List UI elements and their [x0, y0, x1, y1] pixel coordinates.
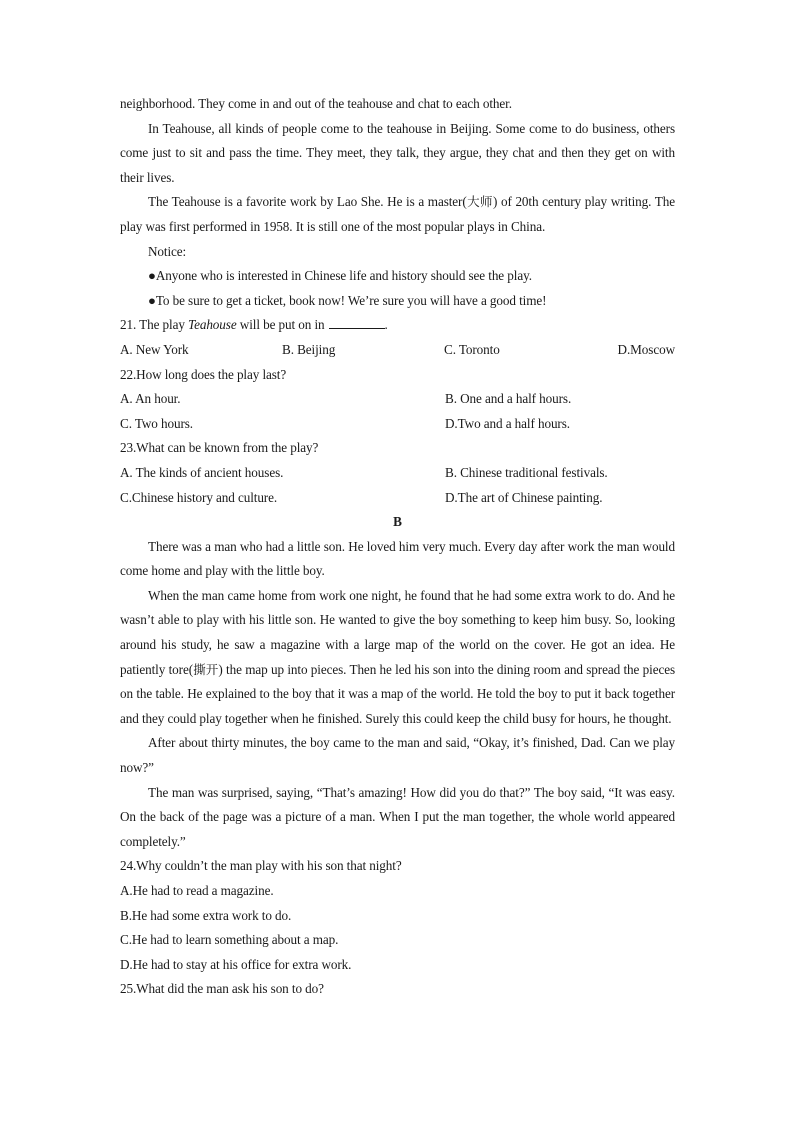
question-24-option-d: D.He had to stay at his office for extra work. [120, 956, 352, 972]
notice-item-1: ●Anyone who is interested in Chinese life and history should see the play. [148, 268, 532, 284]
q21-stem-italic: Teahouse [188, 317, 237, 333]
passage-b-paragraph-3: After about thirty minutes, the boy came to the man and said, “Okay, it’s finished, Dad. Can we play now?” [120, 735, 675, 776]
option-c: C. Toronto [444, 341, 500, 357]
chinese-gloss-tear: 撕开 [193, 661, 219, 677]
question-24-option-c: C.He had to learn something about a map. [120, 932, 339, 948]
paragraph-2-text-a: The Teahouse is a favorite work by Lao She. He is a master( [148, 194, 467, 210]
option-b: B. Chinese traditional festivals. [445, 464, 608, 480]
option-d: D.Moscow [617, 341, 675, 357]
option-c: C. Two hours. [120, 415, 194, 431]
option-d: D.The art of Chinese painting. [445, 489, 603, 505]
question-24-stem: 24.Why couldn’t the man play with his son that night? [120, 858, 402, 874]
notice-title: Notice: [148, 243, 187, 259]
notice-item-2: ●To be sure to get a ticket, book now! We’re sure you will have a good time! [148, 292, 547, 308]
option-b: B. Beijing [282, 341, 336, 357]
passage-b-paragraph-1: There was a man who had a little son. He loved him very much. Every day after work the man would come home and play with the little boy. [120, 538, 675, 579]
question-23-options-row-2 [120, 486, 675, 511]
question-24-option-a: A.He had to read a magazine. [120, 883, 274, 898]
document-page [120, 92, 675, 1002]
option-c: C.Chinese history and culture. [120, 489, 278, 505]
option-d: D.Two and a half hours. [445, 415, 570, 431]
passage-a-paragraph-2 [120, 190, 675, 239]
chinese-gloss-master: 大师 [466, 194, 493, 210]
question-21-options [120, 338, 675, 363]
option-a: A. The kinds of ancient houses. [120, 464, 284, 480]
passage-a-continuation: neighborhood. They come in and out of the teahouse and chat to each other. [120, 96, 512, 111]
question-23-stem: 23.What can be known from the play? [120, 440, 319, 456]
question-21-stem [120, 313, 675, 338]
q21-stem-a: 21. The play [120, 317, 189, 333]
paragraph-2-text-a: When the man came home from work one night, he found that he had some extra work to do. And he wasn’t able to play with his little son. He wanted to give the boy something to keep him busy. So, looking around his study, he saw a magazine with a large map of the world on the cover. He got an idea. He patiently tore( [120, 587, 675, 677]
question-22-options-row-2 [120, 412, 675, 437]
q21-stem-end: . [384, 317, 388, 333]
option-b: B. One and a half hours. [445, 391, 572, 407]
paragraph-2-text-b: ) the map up into pieces. Then he led his son into the dining room and spread the pieces on the table. He explained to the boy that it was a map of the world. He told the boy to put it back together and they could play together when he finished. Surely this could keep the child busy for hours, he thought. [120, 661, 675, 726]
paragraph-2-text-b: ) of 20th century play writing. The play was first performed in 1958. It is still one of the most popular plays in China. [120, 194, 675, 234]
passage-b-paragraph-4: The man was surprised, saying, “That’s amazing! How did you do that?” The boy said, “It was easy. On the back of the page was a picture of a man. When I put the man together, the whole world appeared completely.” [120, 784, 675, 849]
option-a: A. New York [120, 341, 189, 357]
option-a: A. An hour. [120, 391, 181, 407]
answer-blank [329, 314, 385, 329]
question-24-option-b: B.He had some extra work to do. [120, 907, 292, 923]
passage-a-paragraph-1: In Teahouse, all kinds of people come to the teahouse in Beijing. Some come to do business, others come just to sit and pass the time. They meet, they talk, they argue, they chat and then they get on with their lives. [120, 120, 675, 185]
section-b-heading: B [393, 514, 402, 530]
question-25-stem: 25.What did the man ask his son to do? [120, 981, 324, 997]
passage-b-paragraph-2 [120, 584, 675, 732]
q21-stem-b: will be put on in [236, 317, 325, 333]
question-23-options-row-1 [120, 461, 675, 486]
question-22-options-row-1 [120, 387, 675, 412]
question-22-stem: 22.How long does the play last? [120, 366, 287, 382]
